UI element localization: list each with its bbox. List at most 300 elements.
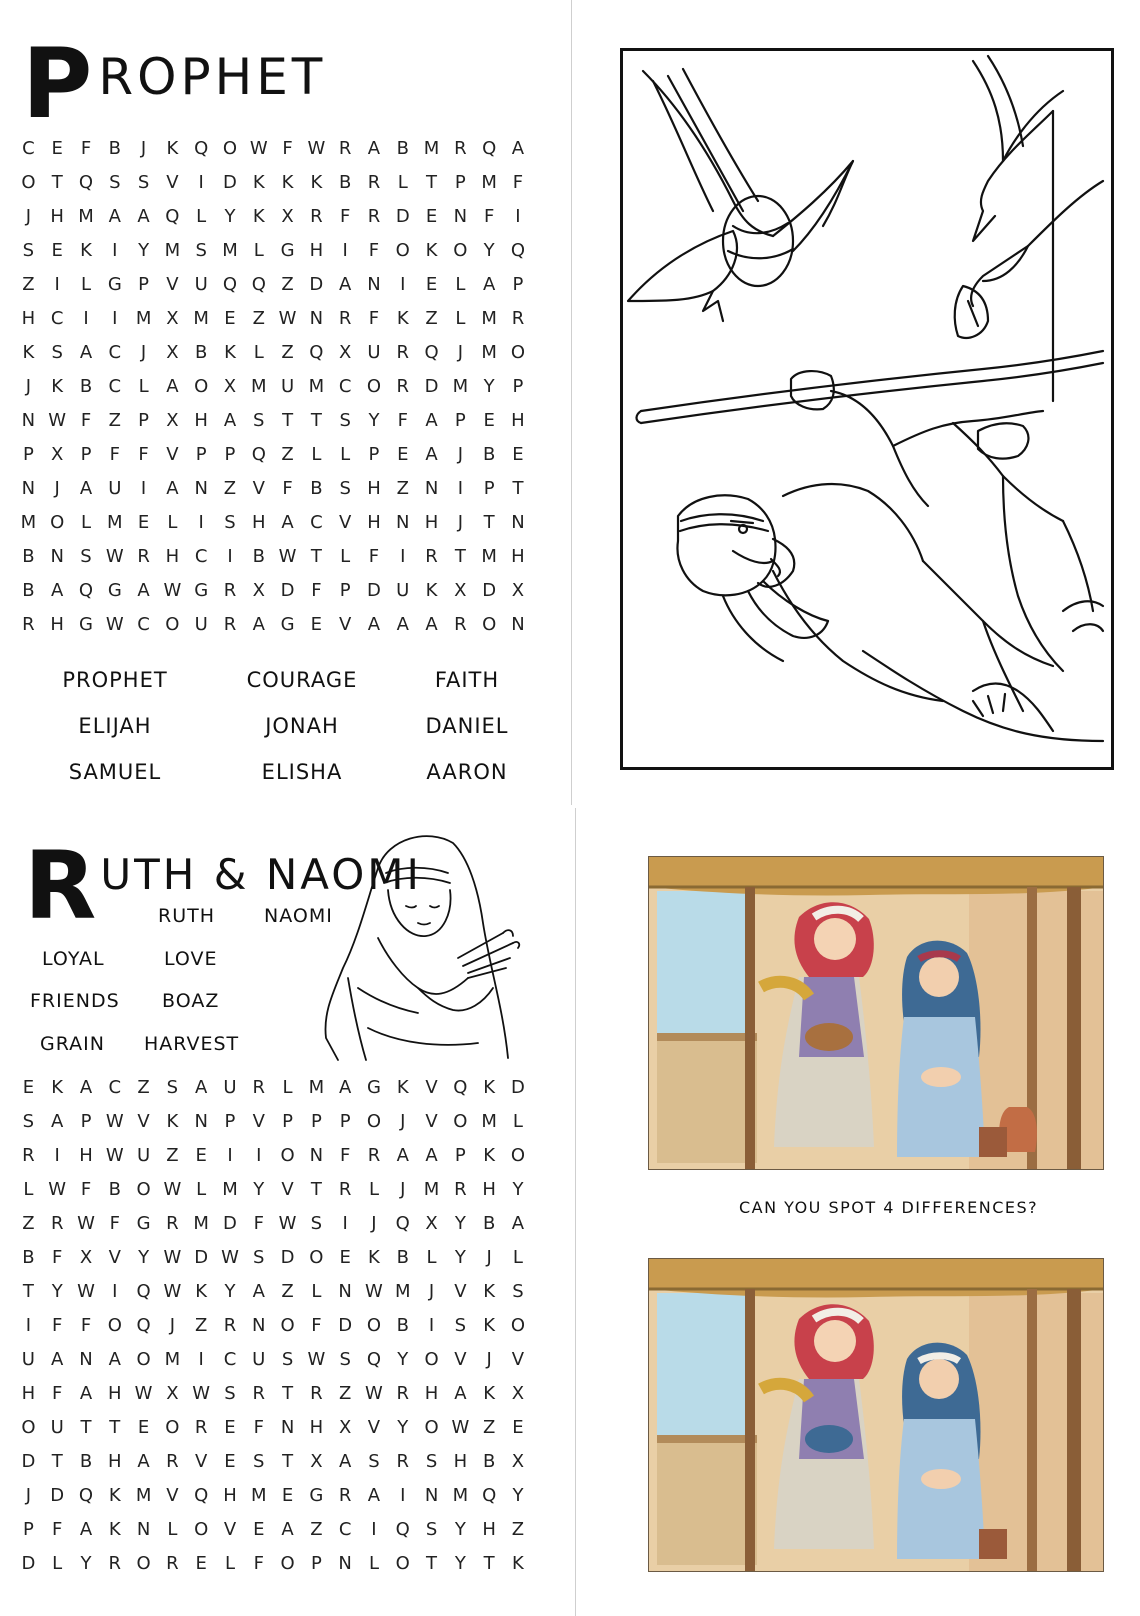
- ruth-word-8: HARVEST: [144, 1033, 240, 1055]
- ruth-letter: K: [195, 1281, 208, 1302]
- prophet-letter: S: [80, 546, 92, 567]
- ruth-letter: S: [368, 1451, 380, 1472]
- prophet-letter: Z: [281, 274, 294, 295]
- ruth-letter: A: [339, 1077, 352, 1098]
- ruth-letter: R: [22, 1145, 35, 1166]
- ruth-letter: I: [342, 1213, 348, 1234]
- prophet-letter: Q: [165, 206, 180, 227]
- prophet-word-7: SAMUEL: [68, 760, 162, 784]
- prophet-letter: C: [338, 376, 352, 397]
- ruth-letter: Z: [166, 1145, 179, 1166]
- ruth-letter: D: [223, 1213, 237, 1234]
- prophet-letter: L: [253, 240, 264, 261]
- prophet-letter: X: [338, 342, 352, 363]
- prophet-letter: H: [367, 512, 381, 533]
- prophet-letter: Z: [281, 342, 294, 363]
- prophet-letter: P: [224, 444, 236, 465]
- ruth-letter: O: [453, 1111, 468, 1132]
- ruth-letter: V: [166, 1485, 179, 1506]
- ruth-letter: A: [454, 1383, 467, 1404]
- ruth-letter: O: [165, 1417, 180, 1438]
- ruth-letter: Y: [224, 1281, 236, 1302]
- prophet-letter: A: [482, 274, 496, 295]
- ruth-letter: M: [251, 1485, 267, 1506]
- ruth-letter: M: [394, 1281, 411, 1302]
- ruth-letter: A: [51, 1349, 64, 1370]
- prophet-letter: O: [510, 342, 526, 363]
- ruth-letter: W: [48, 1179, 67, 1200]
- ruth-naomi-scene-2: [649, 1259, 1104, 1572]
- ruth-letter: S: [22, 1111, 35, 1132]
- elijah-ravens-coloring-illustration: [620, 48, 1114, 770]
- ruth-letter: R: [50, 1213, 64, 1234]
- ruth-letter: K: [368, 1247, 380, 1268]
- prophet-letter: V: [252, 478, 265, 499]
- prophet-letter: F: [80, 410, 92, 431]
- prophet-letter: M: [481, 546, 497, 567]
- prophet-letter: K: [425, 580, 438, 601]
- ruth-letter: M: [222, 1179, 238, 1200]
- prophet-letter: G: [280, 240, 295, 261]
- ruth-letter: R: [367, 1145, 381, 1166]
- prophet-letter: S: [51, 342, 63, 363]
- prophet-letter: P: [22, 444, 34, 465]
- prophet-word-6: DANIEL: [425, 714, 509, 738]
- prophet-letter: L: [455, 308, 466, 329]
- ruth-letter: I: [54, 1145, 60, 1166]
- ruth-letter: I: [371, 1519, 377, 1540]
- prophet-letter: Z: [425, 308, 438, 329]
- prophet-letter: A: [137, 206, 150, 227]
- ruth-letter: O: [136, 1179, 151, 1200]
- prophet-letter: H: [424, 512, 439, 533]
- prophet-letter: H: [21, 308, 36, 329]
- ruth-letter: H: [424, 1383, 439, 1404]
- ruth-letter: E: [512, 1417, 524, 1438]
- prophet-letter: L: [80, 274, 91, 295]
- prophet-letter: X: [166, 410, 179, 431]
- ruth-letter: I: [400, 1485, 406, 1506]
- prophet-letter: H: [50, 614, 64, 635]
- ruth-letter: J: [428, 1281, 435, 1302]
- prophet-letter: N: [21, 410, 36, 431]
- ruth-letter: Q: [482, 1485, 497, 1506]
- prophet-letter: L: [340, 444, 351, 465]
- prophet-letter: R: [223, 580, 237, 601]
- ruth-letter: H: [482, 1179, 496, 1200]
- ruth-letter: Q: [366, 1349, 382, 1370]
- ruth-letter: S: [253, 1247, 265, 1268]
- ruth-word-5: FRIENDS: [30, 990, 120, 1012]
- ruth-letter: E: [281, 1485, 294, 1506]
- prophet-letter: L: [311, 444, 322, 465]
- prophet-letter: M: [193, 308, 209, 329]
- prophet-letter: R: [137, 546, 150, 567]
- prophet-letter: T: [483, 512, 495, 533]
- ruth-letter: G: [366, 1077, 381, 1098]
- prophet-letter: S: [109, 172, 121, 193]
- ruth-letter: W: [365, 1281, 383, 1302]
- ruth-letter: X: [310, 1451, 323, 1472]
- prophet-word-1: PROPHET: [62, 668, 168, 692]
- prophet-letter: N: [367, 274, 381, 295]
- ruth-letter: L: [282, 1077, 293, 1098]
- ruth-letter: O: [424, 1417, 439, 1438]
- ruth-letter: W: [221, 1247, 239, 1268]
- ruth-letter: N: [338, 1281, 352, 1302]
- prophet-letter: M: [20, 512, 37, 533]
- prophet-letter: E: [51, 240, 63, 261]
- ruth-letter: U: [252, 1349, 266, 1370]
- ruth-letter: R: [338, 1485, 352, 1506]
- ruth-letter: N: [136, 1519, 151, 1540]
- prophet-letter: K: [252, 172, 265, 193]
- ruth-letter: S: [253, 1451, 265, 1472]
- ruth-letter: O: [136, 1553, 151, 1574]
- ruth-with-grain-line-art: [318, 828, 523, 1063]
- ruth-letter: E: [137, 1417, 150, 1438]
- prophet-letter: R: [396, 342, 410, 363]
- ruth-letter: W: [278, 1213, 297, 1234]
- ruth-letter: I: [198, 1349, 204, 1370]
- ruth-letter: J: [371, 1213, 377, 1234]
- ruth-letter: Z: [338, 1383, 352, 1404]
- prophet-letter: P: [483, 478, 495, 499]
- ruth-letter: O: [107, 1315, 122, 1336]
- ruth-letter: K: [483, 1315, 496, 1336]
- ruth-letter: X: [511, 1383, 525, 1404]
- prophet-letter: R: [223, 614, 237, 635]
- prophet-letter: M: [107, 512, 123, 533]
- ruth-letter: O: [510, 1145, 526, 1166]
- ruth-word-7: GRAIN: [40, 1033, 105, 1055]
- ruth-letter: F: [80, 1179, 92, 1200]
- prophet-letter: S: [253, 410, 265, 431]
- prophet-letter: W: [249, 138, 268, 159]
- ruth-letter: Y: [397, 1349, 409, 1370]
- prophet-letter: A: [425, 614, 438, 635]
- prophet-letter: A: [396, 614, 409, 635]
- prophet-letter: D: [482, 580, 497, 601]
- prophet-letter: A: [511, 138, 525, 159]
- ruth-letter: H: [108, 1451, 122, 1472]
- prophet-letter: P: [138, 274, 150, 295]
- ruth-letter: O: [280, 1145, 295, 1166]
- prophet-letter: C: [194, 546, 208, 567]
- prophet-letter: C: [50, 308, 64, 329]
- ruth-letter: Y: [454, 1553, 466, 1574]
- ruth-letter: L: [426, 1247, 437, 1268]
- ruth-letter: B: [22, 1247, 35, 1268]
- ruth-letter: L: [23, 1179, 34, 1200]
- prophet-letter: F: [512, 172, 524, 193]
- ruth-letter: R: [108, 1553, 122, 1574]
- ruth-letter: S: [310, 1213, 323, 1234]
- prophet-letter: D: [367, 580, 381, 601]
- prophet-letter: H: [165, 546, 180, 567]
- ruth-letter: J: [400, 1179, 406, 1200]
- prophet-letter: J: [25, 376, 32, 397]
- prophet-letter: K: [51, 376, 64, 397]
- prophet-letter: A: [166, 376, 179, 397]
- ruth-letter: U: [21, 1349, 35, 1370]
- prophet-letter: B: [310, 478, 323, 499]
- ruth-letter: A: [425, 1145, 438, 1166]
- prophet-letter: N: [309, 308, 324, 329]
- ruth-letter: E: [195, 1145, 207, 1166]
- prophet-letter: A: [367, 614, 381, 635]
- prophet-letter: O: [194, 376, 209, 397]
- ruth-letter: J: [25, 1485, 32, 1506]
- ruth-letter: H: [21, 1383, 36, 1404]
- prophet-letter: F: [282, 478, 293, 499]
- prophet-letter: U: [108, 478, 122, 499]
- ruth-letter: A: [51, 1111, 64, 1132]
- prophet-title-rest: ROPHET: [98, 48, 327, 106]
- ruth-letter: N: [338, 1553, 352, 1574]
- prophet-letter: K: [224, 342, 236, 363]
- prophet-letter: A: [79, 478, 93, 499]
- ruth-letter: I: [256, 1145, 262, 1166]
- ruth-letter: R: [310, 1383, 323, 1404]
- prophet-letter: M: [78, 206, 94, 227]
- prophet-title: [22, 22, 327, 140]
- prophet-letter: F: [138, 444, 149, 465]
- ruth-letter: A: [367, 1485, 381, 1506]
- prophet-letter: M: [222, 240, 238, 261]
- ruth-letter: K: [512, 1553, 524, 1574]
- prophet-letter: N: [511, 614, 525, 635]
- ruth-letter: A: [137, 1451, 150, 1472]
- ruth-letter: W: [365, 1383, 383, 1404]
- prophet-letter: C: [310, 512, 323, 533]
- prophet-letter: Y: [483, 376, 495, 397]
- ruth-letter: M: [308, 1077, 325, 1098]
- ruth-letter: T: [483, 1553, 495, 1574]
- prophet-word-5: JONAH: [265, 714, 339, 738]
- prophet-letter: O: [21, 172, 36, 193]
- prophet-letter: G: [107, 274, 122, 295]
- ruth-letter: T: [426, 1553, 438, 1574]
- ruth-letter: D: [21, 1553, 36, 1574]
- ruth-letter: P: [282, 1111, 293, 1132]
- ruth-letter: V: [425, 1077, 438, 1098]
- elijah-ravens-line-art: [623, 51, 1111, 767]
- ruth-letter: W: [307, 1349, 326, 1370]
- prophet-letter: T: [51, 172, 63, 193]
- prophet-letter: W: [278, 546, 297, 567]
- ruth-letter: R: [194, 1417, 208, 1438]
- ruth-letter: V: [223, 1519, 237, 1540]
- prophet-letter: L: [455, 274, 466, 295]
- prophet-letter: A: [339, 274, 352, 295]
- prophet-letter: O: [165, 614, 180, 635]
- prophet-letter: Y: [138, 240, 150, 261]
- prophet-letter: Q: [482, 138, 497, 159]
- prophet-letter: D: [309, 274, 324, 295]
- ruth-letter: A: [195, 1077, 208, 1098]
- ruth-letter: E: [224, 1451, 236, 1472]
- prophet-letter: T: [512, 478, 524, 499]
- prophet-letter: A: [281, 512, 294, 533]
- prophet-letter: H: [50, 206, 64, 227]
- ruth-letter: S: [512, 1281, 524, 1302]
- ruth-letter: T: [310, 1179, 322, 1200]
- prophet-letter: I: [54, 274, 60, 295]
- ruth-letter: J: [486, 1349, 492, 1370]
- prophet-letter: S: [137, 172, 150, 193]
- ruth-letter: Q: [395, 1519, 410, 1540]
- prophet-letter: U: [280, 376, 295, 397]
- prophet-letter: B: [252, 546, 265, 567]
- ruth-letter: I: [112, 1281, 118, 1302]
- ruth-letter: V: [425, 1111, 438, 1132]
- prophet-letter: J: [457, 512, 463, 533]
- prophet-letter: H: [252, 512, 266, 533]
- prophet-letter: B: [22, 546, 35, 567]
- prophet-letter: D: [223, 172, 237, 193]
- ruth-letter: F: [109, 1213, 120, 1234]
- ruth-letter: S: [425, 1451, 438, 1472]
- prophet-letter: N: [50, 546, 64, 567]
- prophet-letter: W: [48, 410, 67, 431]
- ruth-letter: P: [339, 1111, 351, 1132]
- ruth-letter: T: [80, 1417, 92, 1438]
- prophet-letter: F: [368, 308, 380, 329]
- ruth-letter: I: [428, 1315, 435, 1336]
- ruth-letter: O: [366, 1315, 382, 1336]
- prophet-letter: K: [396, 308, 409, 329]
- ruth-letter: B: [396, 1315, 409, 1336]
- ruth-letter: Y: [51, 1281, 63, 1302]
- prophet-letter: T: [426, 172, 438, 193]
- prophet-letter: C: [137, 614, 150, 635]
- prophet-letter: R: [367, 172, 381, 193]
- prophet-letter: N: [194, 478, 208, 499]
- differences-scene-top: [648, 856, 1104, 1170]
- ruth-letter: S: [339, 1349, 351, 1370]
- prophet-letter: I: [198, 512, 204, 533]
- prophet-letter: M: [251, 376, 267, 397]
- prophet-word-8: ELISHA: [261, 760, 343, 784]
- prophet-word-9: AARON: [426, 760, 508, 784]
- ruth-letter: W: [163, 1281, 182, 1302]
- ruth-letter: O: [194, 1519, 209, 1540]
- prophet-letter: P: [195, 444, 207, 465]
- ruth-letter: Q: [136, 1281, 151, 1302]
- ruth-letter: R: [166, 1213, 179, 1234]
- ruth-letter: S: [224, 1383, 236, 1404]
- ruth-letter: Y: [512, 1485, 524, 1506]
- ruth-letter: Q: [194, 1485, 209, 1506]
- prophet-letter: H: [309, 240, 324, 261]
- prophet-letter: L: [138, 376, 149, 397]
- ruth-letter: H: [108, 1383, 122, 1404]
- prophet-letter: O: [482, 614, 497, 635]
- prophet-letter: Y: [368, 410, 380, 431]
- prophet-letter: Q: [251, 444, 266, 465]
- ruth-letter: A: [511, 1213, 525, 1234]
- prophet-letter: K: [80, 240, 92, 261]
- prophet-letter: F: [282, 138, 293, 159]
- prophet-letter: J: [54, 478, 60, 499]
- ruth-word-2: NAOMI: [264, 905, 333, 927]
- ruth-letter: L: [311, 1281, 322, 1302]
- prophet-letter: L: [397, 172, 408, 193]
- ruth-word-4: LOVE: [164, 948, 218, 970]
- prophet-letter: D: [395, 206, 410, 227]
- prophet-letter: F: [339, 206, 351, 227]
- prophet-word-4: ELIJAH: [78, 714, 152, 738]
- prophet-letter: V: [339, 512, 352, 533]
- ruth-letter: A: [339, 1451, 352, 1472]
- prophet-word-list: [20, 657, 540, 795]
- ruth-letter: W: [451, 1417, 470, 1438]
- prophet-letter: L: [340, 546, 351, 567]
- ruth-letter: R: [338, 1179, 352, 1200]
- prophet-letter: F: [368, 240, 380, 261]
- ruth-letter: A: [108, 1349, 121, 1370]
- prophet-letter: B: [338, 172, 352, 193]
- ruth-letter: D: [194, 1247, 209, 1268]
- ruth-letter: H: [482, 1519, 496, 1540]
- prophet-letter: Q: [251, 274, 266, 295]
- prophet-letter: M: [308, 376, 325, 397]
- prophet-letter: S: [195, 240, 207, 261]
- ruth-letter: V: [195, 1451, 208, 1472]
- differences-scene-bottom: [648, 1258, 1104, 1572]
- prophet-letter: E: [310, 614, 323, 635]
- ruth-letter: Z: [511, 1519, 525, 1540]
- ruth-letter: P: [80, 1111, 92, 1132]
- ruth-letter: K: [483, 1145, 496, 1166]
- ruth-letter: O: [395, 1553, 410, 1574]
- prophet-letter: R: [338, 138, 352, 159]
- prophet-title-initial: P: [22, 28, 93, 140]
- ruth-letter: M: [423, 1179, 440, 1200]
- ruth-letter: O: [136, 1349, 151, 1370]
- prophet-letter: X: [454, 580, 467, 601]
- ruth-letter: P: [454, 1145, 466, 1166]
- prophet-letter: R: [511, 308, 525, 329]
- prophet-letter: A: [108, 206, 121, 227]
- prophet-letter: Z: [252, 308, 265, 329]
- ruth-letter: S: [425, 1519, 438, 1540]
- prophet-letter: F: [397, 410, 408, 431]
- prophet-letter: I: [198, 172, 204, 193]
- ruth-letter: C: [223, 1349, 237, 1370]
- ruth-letter: Q: [453, 1077, 468, 1098]
- ruth-letter: F: [80, 1315, 92, 1336]
- prophet-letter: J: [140, 138, 147, 159]
- ruth-letter: G: [136, 1213, 151, 1234]
- ruth-letter: Z: [281, 1281, 294, 1302]
- ruth-letter: T: [22, 1281, 34, 1302]
- ruth-letter: T: [282, 1383, 294, 1404]
- prophet-letter: R: [22, 614, 35, 635]
- ruth-letter: B: [108, 1179, 121, 1200]
- prophet-letter: Z: [223, 478, 237, 499]
- prophet-letter: F: [311, 580, 322, 601]
- prophet-letter: A: [367, 138, 381, 159]
- ruth-letter: L: [167, 1519, 178, 1540]
- ruth-letter: R: [396, 1451, 410, 1472]
- prophet-letter: H: [194, 410, 208, 431]
- prophet-letter: Q: [510, 240, 526, 261]
- ruth-letter: R: [166, 1451, 179, 1472]
- prophet-letter: Q: [424, 342, 439, 363]
- prophet-letter: E: [137, 512, 150, 533]
